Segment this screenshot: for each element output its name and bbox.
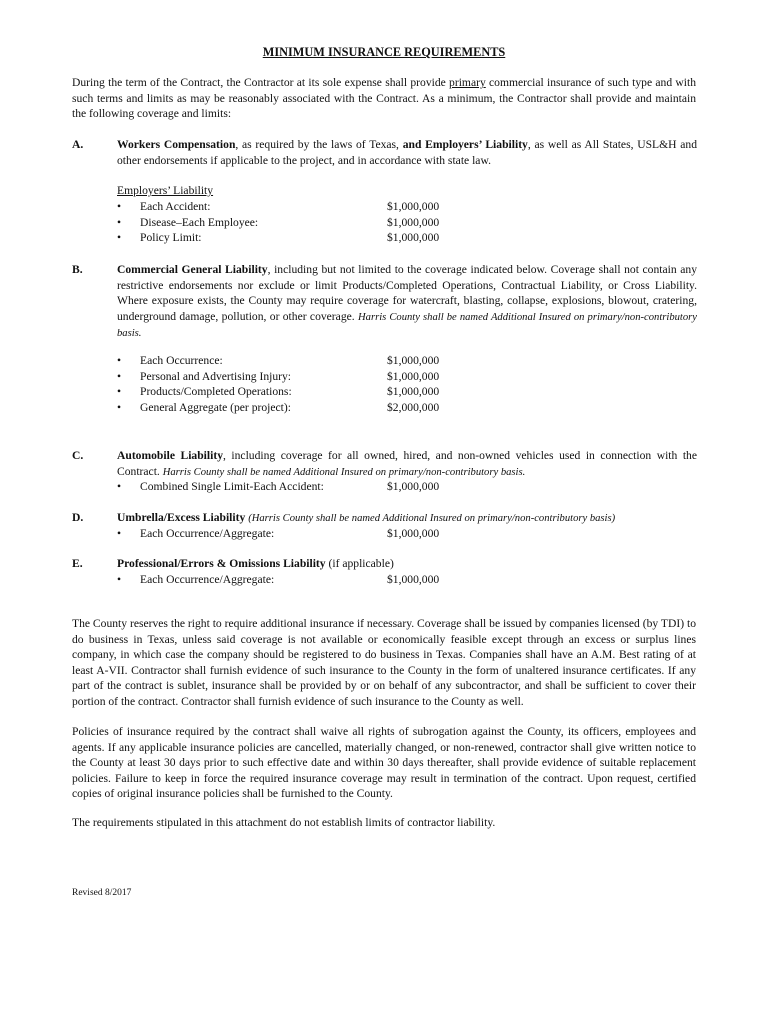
item-value: $1,000,000 (387, 369, 440, 383)
bullet-icon: • (117, 215, 122, 229)
section-e-text (117, 556, 697, 572)
section-c-text (117, 448, 697, 480)
paragraph-liability-limits: The requirements stipulated in this attachment do not establish limits of contractor liability. (72, 816, 496, 829)
list-item (117, 215, 557, 231)
item-value: $1,000,000 (387, 480, 440, 493)
bullet-icon: • (117, 354, 122, 367)
bullet-icon: • (117, 400, 122, 414)
bullet-icon: • (117, 527, 122, 540)
bullet-icon: • (117, 200, 122, 213)
item-value: $2,000,000 (387, 400, 440, 414)
intro-paragraph (72, 75, 696, 122)
item-value: $1,000,000 (387, 385, 440, 399)
item-label: Disease–Each Employee: (140, 215, 259, 229)
bullet-icon: • (117, 385, 122, 399)
section-e-heading: Professional/Errors & Omissions Liability (117, 557, 326, 570)
section-d-italic: (Harris County shall be named Additional Insured on primary/non-contributory basis) (248, 513, 616, 524)
section-c-letter: C. (72, 449, 84, 462)
section-d-heading: Umbrella/Excess Liability (117, 511, 246, 524)
bullet-icon: • (117, 480, 122, 493)
intro-text-1: During the term of the Contract, the Contractor at its sole expense shall provide (72, 76, 450, 89)
item-value: $1,000,000 (387, 354, 440, 367)
section-a-heading: Workers Compensation (117, 138, 236, 151)
item-label: Each Occurrence/Aggregate: (140, 573, 275, 586)
section-b-text (117, 262, 697, 342)
section-c-heading: Automobile Liability (117, 449, 223, 462)
list-item (117, 369, 557, 385)
list-item (117, 479, 557, 495)
list-item (117, 572, 557, 588)
list-item (117, 230, 557, 246)
section-b-letter: B. (72, 263, 83, 276)
section-b-heading: Commercial General Liability (117, 263, 268, 276)
item-label: Each Occurrence: (140, 354, 223, 367)
list-item (117, 199, 557, 215)
item-label: Each Accident: (140, 200, 211, 213)
item-value: $1,000,000 (387, 527, 440, 540)
section-a-list (117, 199, 557, 246)
bullet-icon: • (117, 369, 122, 383)
section-d-text (117, 510, 697, 527)
list-item (117, 353, 557, 369)
section-b-list (117, 353, 557, 415)
list-item (117, 400, 557, 416)
section-a-text (117, 137, 697, 168)
intro-text-2: commercial insurance of such type and with such terms and limits as may be reasonably associated with the Contract. As a minimum, the Contractor shall provide and maintain the following coverage and limits: (72, 76, 696, 121)
revision-footer: Revised 8/2017 (72, 888, 132, 898)
item-label: Combined Single Limit-Each Accident: (140, 480, 324, 493)
item-label: Policy Limit: (140, 231, 202, 245)
list-item (117, 384, 557, 400)
item-value: $1,000,000 (387, 215, 440, 229)
paragraph-subrogation: Policies of insurance required by the contract shall waive all rights of subrogation against the County, its officers, employees and agents. If any applicable insurance policies are cancelled, materially changed, or non-renewed, contractor shall give written notice to the County at least 30 days prior to such effective date and within 30 days thereafter, shall provide evidence of suitable replacement policies. Failure to keep in force the required insurance coverage may result in termination of the contract. Upon request, certified copies of original insurance policies shall be furnished to the County. (72, 725, 696, 801)
section-d-letter: D. (72, 511, 84, 524)
section-c-body: , including coverage for all owned, hired, and non-owned vehicles used in connection with the Contract. (117, 449, 697, 478)
section-c-italic: Harris County shall be named Additional Insured on primary/non-contributory basis. (162, 466, 526, 478)
section-e-letter: E. (72, 557, 83, 570)
list-item (117, 526, 557, 542)
item-label: General Aggregate (per project): (140, 400, 291, 414)
section-e-body: (if applicable) (325, 557, 394, 570)
section-a-subheading: Employers’ Liability (117, 184, 214, 197)
intro-underlined-word: primary (449, 76, 486, 89)
section-b-italic: Harris County shall be named Additional Insured on primary/non-contributory basis. (117, 311, 697, 340)
item-value: $1,000,000 (387, 200, 440, 213)
section-a-bold2: and Employers’ Liability (402, 138, 528, 151)
section-a-letter: A. (72, 138, 84, 151)
item-label: Each Occurrence/Aggregate: (140, 527, 275, 540)
section-a-text2: , as well as All States, USL&H and other endorsements if applicable to the project, and in accordance with state law. (117, 138, 697, 167)
item-label: Personal and Advertising Injury: (140, 369, 292, 383)
item-value: $1,000,000 (387, 573, 440, 586)
page-title: MINIMUM INSURANCE REQUIREMENTS (262, 45, 506, 59)
bullet-icon: • (117, 231, 122, 245)
item-value: $1,000,000 (387, 231, 440, 245)
section-e-list (117, 572, 557, 588)
paragraph-additional-insurance: The County reserves the right to require additional insurance if necessary. Coverage shall be issued by companies licensed (by TDI) to do business in Texas, unless said coverage is not available or economically feasible except through an excess or surplus lines company, in which case the company should be registered to do business in Texas. Companies shall have an A.M. Best rating of at least A-VII. Contractor shall furnish evidence of such insurance to the County in the form of unaltered insurance certificates. If any part of the contract is sublet, insurance shall be provided by or on behalf of any subcontractor, and shall be sufficient to cover their portion of the contract. Contractor shall furnish evidence of such insurance to the County as well. (72, 617, 696, 708)
item-label: Products/Completed Operations: (140, 385, 292, 399)
section-d-list (117, 526, 557, 542)
section-a-text1: , as required by the laws of Texas, (235, 138, 403, 151)
section-c-list (117, 479, 557, 495)
bullet-icon: • (117, 573, 122, 586)
section-b-body: , including but not limited to the coverage indicated below. Coverage shall not contain any restrictive endorsements nor exclude or limit Products/Completed Operations, Contractual Liability, or Cross Liability. Where exposure exists, the County may require coverage for watercraft, blasting, collapse, explosions, blowout, cratering, underground damage, pollution, or other coverage. (117, 263, 697, 323)
